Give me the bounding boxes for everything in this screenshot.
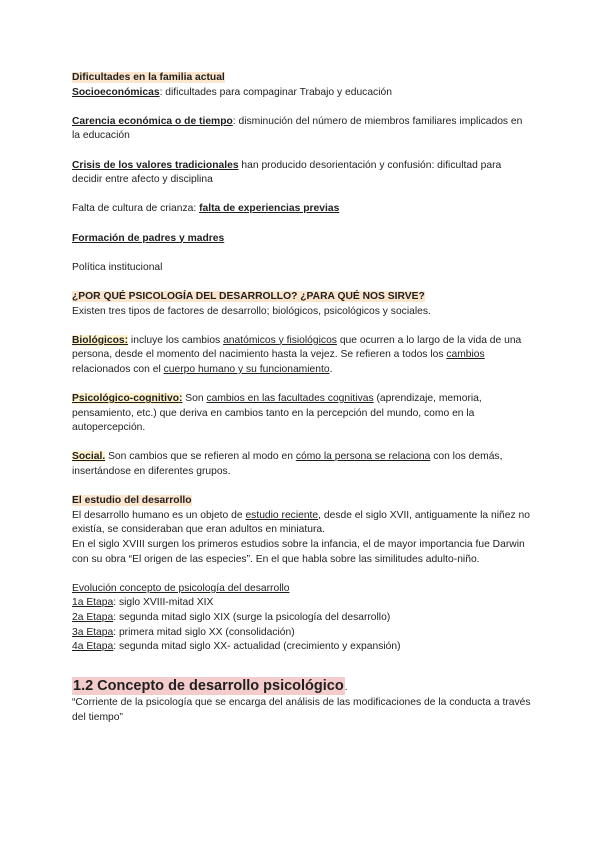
concept-heading bbox=[72, 676, 532, 696]
why-heading bbox=[72, 290, 532, 305]
stage-label: 2a Etapa bbox=[72, 611, 114, 623]
carencia-text: : disminución del número de miembros familiares implicados en la educación bbox=[72, 115, 523, 142]
study-heading bbox=[72, 494, 532, 509]
why-heading-text: ¿POR QUÉ PSICOLOGÍA DEL DESARROLLO? ¿PARA QUÉ NOS SIRVE? bbox=[72, 290, 425, 302]
bio-text-4: . bbox=[329, 363, 333, 375]
soc-label: Social. bbox=[72, 451, 106, 463]
concept-quote: “Corriente de la psicología que se encarga del análisis de las modificaciones de la conducta a través del tiempo” bbox=[72, 697, 531, 723]
stage-text: : siglo XVIII-mitad XIX bbox=[113, 597, 214, 609]
formacion-label: Formación de padres y madres bbox=[72, 232, 225, 244]
stage-item bbox=[72, 596, 532, 611]
psi-underline-1: cambios en las facultades cognitivas bbox=[206, 393, 374, 405]
study-paragraph-2: En el siglo XVIII surgen los primeros estudios sobre la infancia, el de mayor importancia fue Darwin con su obra “El origen de las especies”. En el que habla sobre las similitudes adulto-niño. bbox=[72, 539, 525, 565]
stage-text: : segunda mitad siglo XIX (surge la psicología del desarrollo) bbox=[113, 611, 391, 623]
study-heading-text: El estudio del desarrollo bbox=[72, 495, 192, 507]
carencia-paragraph bbox=[72, 115, 532, 144]
crisis-text: han producido desorientación y confusión: dificultad para decidir entre afecto y disciplina bbox=[72, 159, 502, 186]
formacion-paragraph bbox=[72, 232, 532, 247]
bio-paragraph bbox=[72, 334, 532, 378]
politica-label: Política institucional bbox=[72, 261, 163, 273]
stage-label: 4a Etapa bbox=[72, 641, 114, 653]
family-title: Dificultades en la familia actual bbox=[72, 72, 225, 83]
study-p1-text-1: El desarrollo humano es un objeto de bbox=[72, 509, 246, 521]
document-content bbox=[72, 71, 532, 726]
why-intro: Existen tres tipos de factores de desarrollo; biológicos, psicológicos y sociales. bbox=[72, 305, 431, 317]
study-paragraph-1 bbox=[72, 509, 532, 538]
stage-item bbox=[72, 640, 532, 655]
bio-underline-3: cuerpo humano y su funcionamiento bbox=[163, 363, 330, 375]
stage-item bbox=[72, 626, 532, 641]
bio-underline-2: cambios bbox=[446, 349, 485, 361]
family-section bbox=[72, 71, 532, 86]
psi-paragraph bbox=[72, 392, 532, 436]
soc-underline-1: cómo la persona se relaciona bbox=[295, 451, 431, 463]
stage-item bbox=[72, 611, 532, 626]
stage-text: : primera mitad siglo XX (consolidación) bbox=[113, 626, 295, 638]
psi-text-2: (aprendizaje, memoria, pensamiento, etc.) que deriva en cambios tanto en la percepción del mundo, como en la autopercepción. bbox=[72, 393, 482, 434]
falta-prefix: Falta de cultura de crianza: bbox=[72, 203, 200, 215]
bio-text-2: que ocurren a lo largo de la vida de una persona, desde el momento del nacimiento hasta la vejez. Se refieren a todos los bbox=[72, 334, 522, 361]
bio-text-1: incluye los cambios bbox=[128, 334, 224, 346]
evolution-title-text: Evolución concepto de psicología del desarrollo bbox=[72, 582, 290, 594]
carencia-label: Carencia económica o de tiempo bbox=[72, 115, 233, 127]
socio-text: : dificultades para compaginar Trabajo y educación bbox=[159, 86, 392, 98]
psi-label: Psicológico-cognitivo: bbox=[72, 393, 183, 405]
study-p1-text-2: , desde el siglo XVII, antiguamente la niñez no existía, se consideraban que eran adultos en miniatura. bbox=[72, 509, 530, 536]
falta-label: falta de experiencias previas bbox=[199, 203, 340, 215]
crisis-paragraph bbox=[72, 159, 532, 188]
socio-label: Socioeconómicas bbox=[72, 86, 160, 98]
study-p1-underline: estudio reciente bbox=[245, 509, 319, 521]
psi-text-1: Son bbox=[182, 393, 207, 405]
stage-text: : segunda mitad siglo XX- actualidad (crecimiento y expansión) bbox=[113, 641, 401, 653]
stage-label: 1a Etapa bbox=[72, 597, 114, 609]
evolution-title bbox=[72, 582, 532, 597]
soc-paragraph bbox=[72, 450, 532, 479]
politica-paragraph bbox=[72, 261, 532, 276]
bio-underline-1: anatómicos y fisiológicos bbox=[223, 334, 337, 346]
socio-paragraph bbox=[72, 86, 532, 101]
soc-text-2: con los demás, insertándose en diferentes grupos. bbox=[72, 451, 503, 478]
bio-text-3: relacionados con el bbox=[72, 363, 164, 375]
concept-heading-text: 1.2 Concepto de desarrollo psicológico bbox=[73, 678, 344, 695]
bio-label: Biológicos: bbox=[72, 334, 129, 346]
crisis-label: Crisis de los valores tradicionales bbox=[72, 159, 239, 171]
falta-paragraph bbox=[72, 202, 532, 217]
soc-text-1: Son cambios que se refieren al modo en bbox=[105, 451, 296, 463]
concept-heading-dot: . bbox=[344, 682, 348, 694]
stage-label: 3a Etapa bbox=[72, 626, 114, 638]
